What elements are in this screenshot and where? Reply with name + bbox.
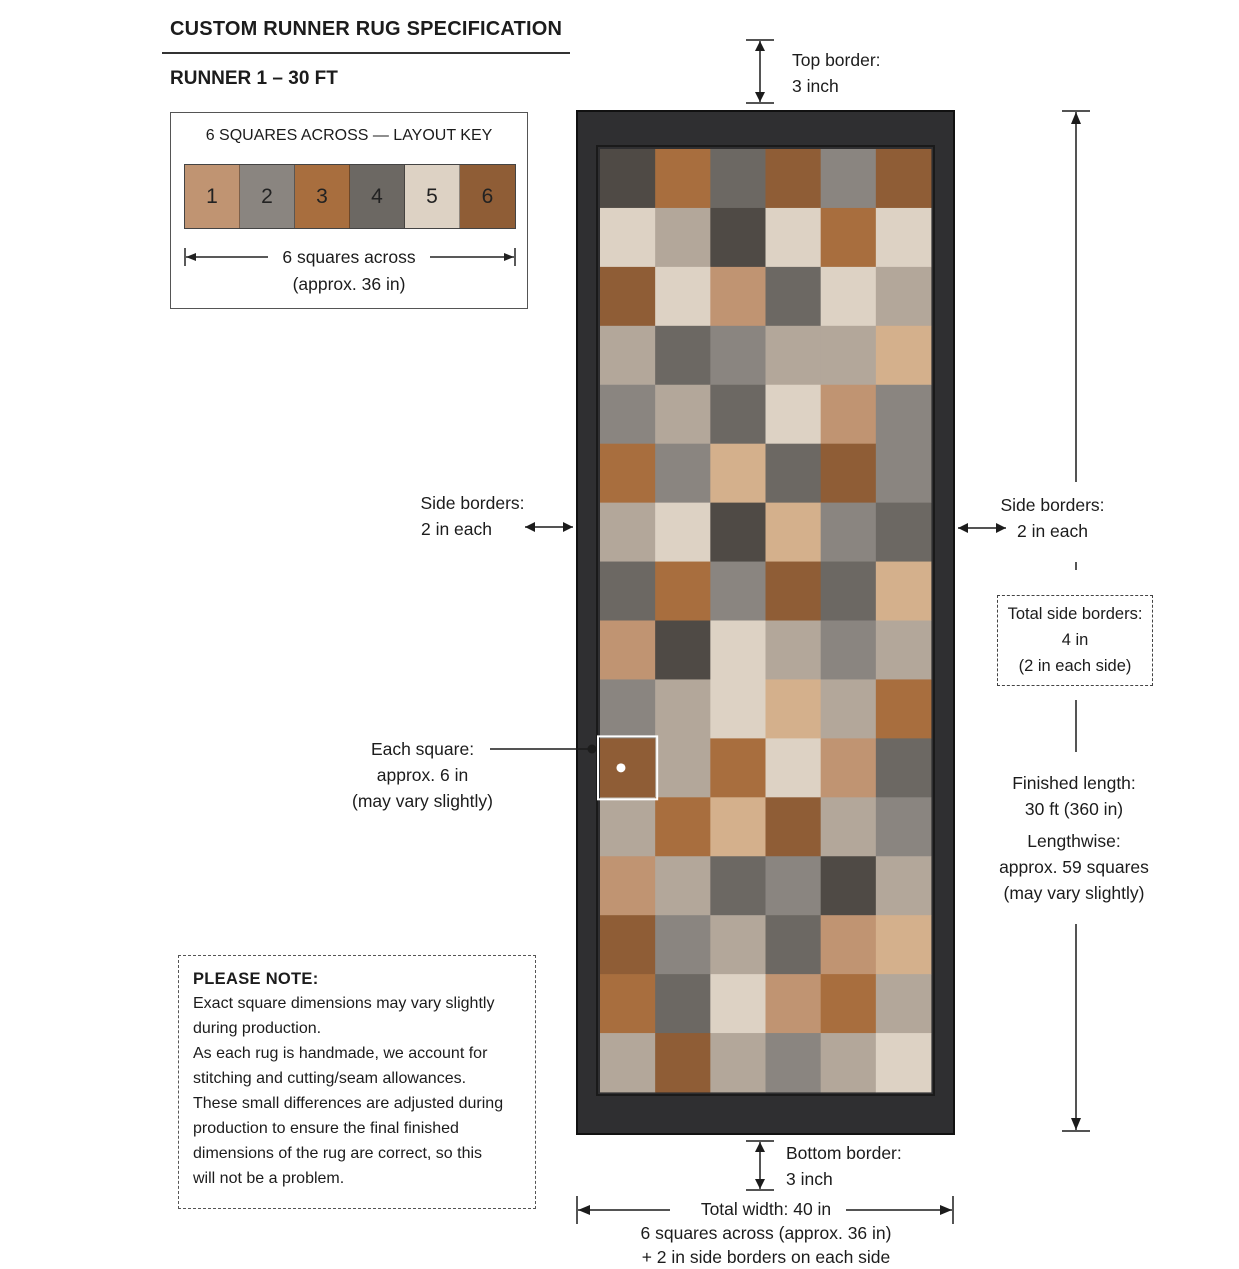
bottom-border-value: 3 inch	[786, 1169, 833, 1189]
side-borders-right-label: Side borders:	[1000, 495, 1105, 515]
side-borders-left-label: Side borders:	[420, 493, 525, 513]
page-title: CUSTOM RUNNER RUG SPECIFICATION	[170, 18, 563, 40]
key-caption-line1: 6 squares across	[268, 247, 429, 267]
runner-subtitle: RUNNER 1 – 30 FT	[170, 68, 338, 89]
note-line: during production.	[193, 1020, 322, 1037]
finished-length-label: Finished length:	[1012, 773, 1136, 793]
note-line: will not be a problem.	[193, 1170, 345, 1187]
note-line: stitching and cutting/seam allowances.	[193, 1070, 467, 1087]
bottom-border-callout	[786, 1140, 902, 1192]
swatch-number: 6	[481, 184, 494, 208]
side-borders-left-value: 2 in each	[420, 519, 493, 539]
top-border-value: 3 inch	[792, 76, 839, 96]
note-line: production to ensure the final finished	[193, 1120, 459, 1137]
total-side-borders-note: (2 in each side)	[1018, 657, 1132, 675]
swatch-number: 1	[206, 184, 218, 208]
bottom-border-label: Bottom border:	[786, 1143, 902, 1163]
top-border-callout	[792, 47, 881, 99]
total-width-squares: 6 squares across (approx. 36 in)	[640, 1223, 892, 1243]
each-square-label: Each square:	[370, 739, 475, 759]
lengthwise-value: approx. 59 squares	[999, 857, 1149, 877]
total-side-borders-value: 4 in	[1061, 631, 1089, 649]
production-note	[178, 955, 536, 1209]
finished-length-callout	[984, 770, 1164, 906]
note-line: Exact square dimensions may vary slightly	[193, 995, 495, 1012]
each-square-callout	[340, 736, 505, 814]
swatch-number: 2	[261, 184, 273, 208]
side-borders-left-callout	[400, 490, 545, 542]
note-heading: PLEASE NOTE:	[193, 970, 319, 988]
side-borders-right-value: 2 in each	[1016, 521, 1089, 541]
note-line: dimensions of the rug are correct, so this	[193, 1145, 483, 1162]
note-line: These small differences are adjusted during	[193, 1095, 504, 1112]
key-caption-line2: (approx. 36 in)	[292, 274, 406, 294]
note-line: As each rug is handmade, we account for	[193, 1045, 488, 1062]
total-side-borders-box	[997, 595, 1153, 686]
total-side-borders-label: Total side borders:	[1007, 605, 1143, 623]
total-width-callout	[600, 1197, 932, 1269]
top-border-label: Top border:	[792, 50, 881, 70]
lengthwise-label: Lengthwise:	[1027, 831, 1121, 851]
total-width-borders: + 2 in side borders on each side	[641, 1247, 891, 1267]
total-width-label: Total width: 40 in	[700, 1199, 832, 1219]
swatch-number: 3	[316, 184, 328, 208]
layout-key-title: 6 SQUARES ACROSS — LAYOUT KEY	[205, 127, 493, 144]
finished-length-value: 30 ft (360 in)	[1024, 799, 1124, 819]
lengthwise-note: (may vary slightly)	[1003, 883, 1145, 903]
swatch-number: 4	[371, 184, 383, 208]
swatch-number: 5	[426, 184, 438, 208]
each-square-note: (may vary slightly)	[352, 791, 493, 811]
side-borders-right-callout	[980, 492, 1125, 544]
each-square-value: approx. 6 in	[376, 765, 469, 785]
